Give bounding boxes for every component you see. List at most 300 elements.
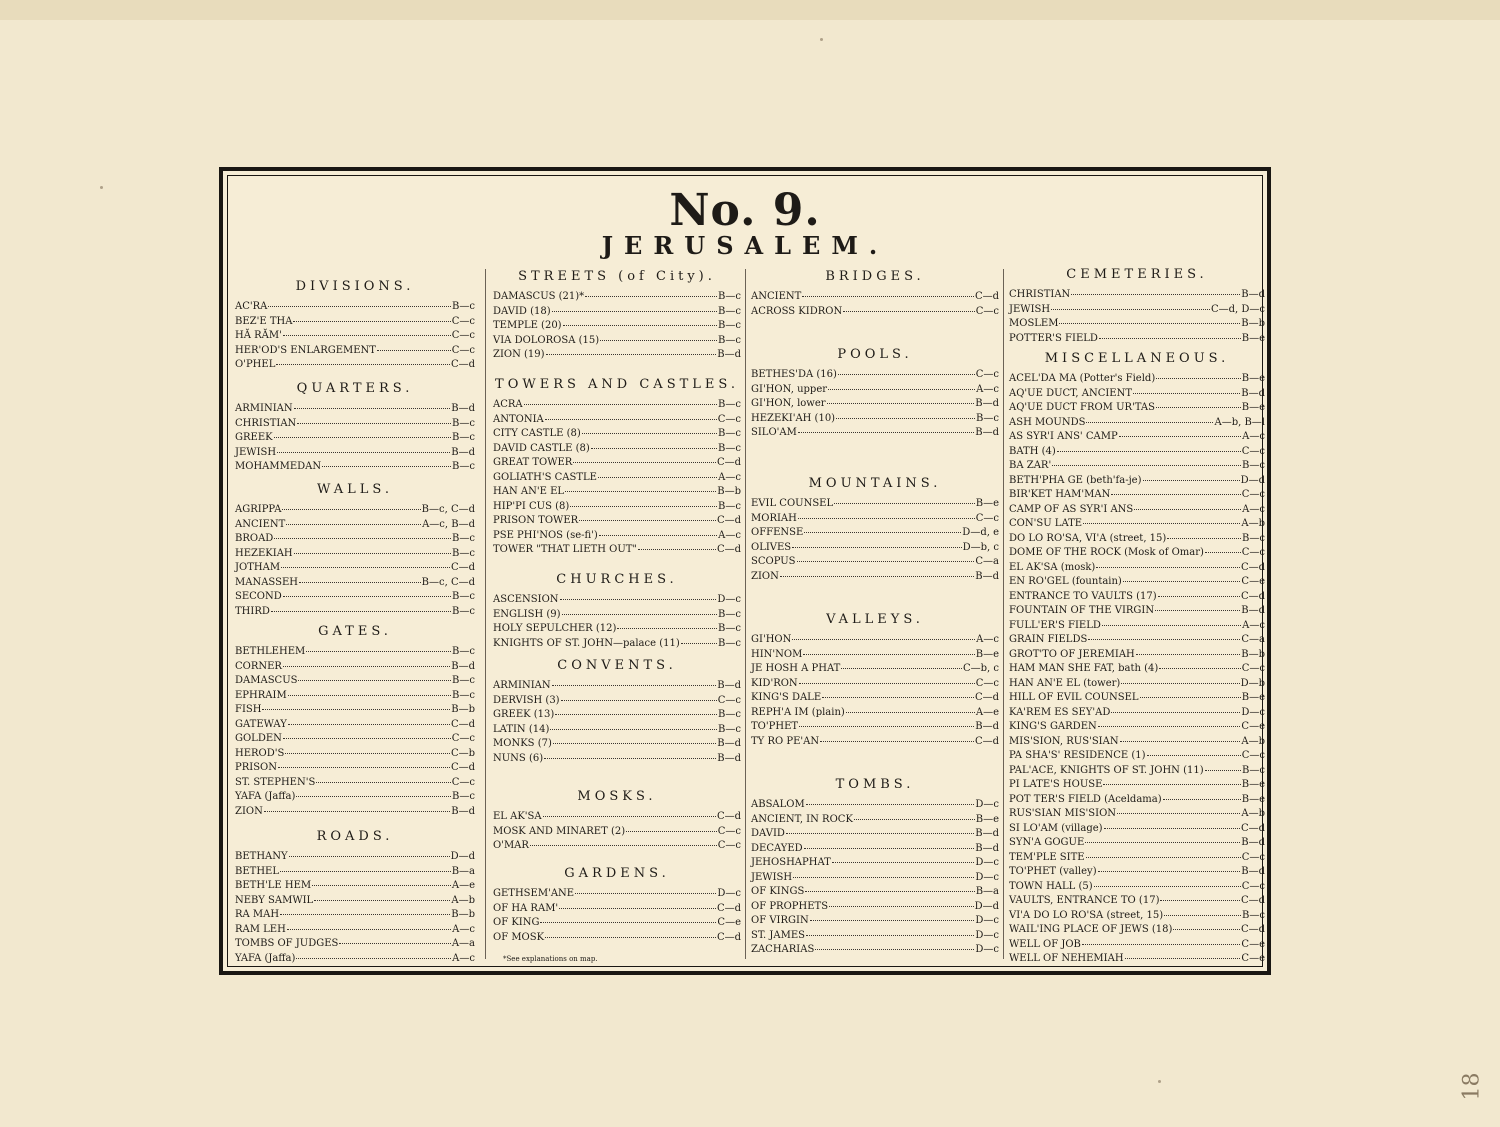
entry-name: SECOND xyxy=(235,591,282,602)
dot-leader xyxy=(1098,870,1241,872)
dot-leader xyxy=(544,757,716,759)
entry-grid-ref: B—c xyxy=(718,334,741,346)
entry-grid-ref: A—c xyxy=(976,383,999,395)
index-entry xyxy=(235,748,475,759)
dot-leader xyxy=(599,534,717,536)
dot-leader xyxy=(565,490,716,492)
entry-grid-ref: D—d xyxy=(450,851,475,862)
entry-grid-ref: B—c xyxy=(452,591,475,602)
index-entry xyxy=(235,519,475,530)
index-frame xyxy=(219,167,1271,975)
entry-name: THIRD xyxy=(235,605,270,617)
entry-grid-ref: C—b xyxy=(450,747,475,759)
dot-leader xyxy=(815,948,974,950)
index-entry xyxy=(1009,576,1265,587)
dot-leader xyxy=(626,830,717,832)
dot-leader xyxy=(579,519,716,521)
index-entry xyxy=(235,719,475,730)
dot-leader xyxy=(299,581,421,583)
entry-name: DAMASCUS xyxy=(235,675,298,686)
entry-grid-ref: A—c xyxy=(976,634,999,645)
entry-grid-ref: C—c xyxy=(717,825,741,837)
entry-grid-ref: B—d xyxy=(975,570,999,582)
dot-leader xyxy=(1104,827,1240,829)
dot-leader xyxy=(283,665,450,667)
dot-leader xyxy=(552,684,717,686)
ink-spot xyxy=(820,38,823,41)
dot-leader xyxy=(846,711,975,713)
entry-grid-ref: B—c xyxy=(718,623,741,634)
entry-name: KNIGHTS OF ST. JOHN—palace (11) xyxy=(493,637,680,649)
entry-name: PRISON TOWER xyxy=(493,515,579,526)
dot-leader xyxy=(560,598,717,600)
dot-leader xyxy=(1121,682,1239,684)
entry-name: DAMASCUS (21)* xyxy=(493,291,585,302)
dot-leader xyxy=(277,451,450,453)
index-entry xyxy=(751,413,999,424)
dot-leader xyxy=(804,847,975,849)
entry-grid-ref: B—c xyxy=(452,646,475,657)
index-entry xyxy=(493,472,741,483)
entry-name: GI'HON, lower xyxy=(751,398,826,409)
entry-grid-ref: C—c xyxy=(975,677,999,689)
dot-leader xyxy=(793,876,974,878)
entry-name: ASCENSION xyxy=(493,594,559,605)
entry-name: OF PROPHETS xyxy=(751,900,829,912)
index-entry xyxy=(1009,504,1265,515)
entry-grid-ref: C—d xyxy=(716,902,741,914)
index-entry xyxy=(1009,547,1265,558)
entry-grid-ref: C—e xyxy=(1241,576,1265,587)
dot-leader xyxy=(798,431,974,433)
entry-grid-ref: B—d xyxy=(975,828,999,839)
entry-name: VAULTS, ENTRANCE TO (17) xyxy=(1009,895,1160,906)
dot-leader xyxy=(841,667,962,669)
entry-name: ACEL'DA MA (Potter's Field) xyxy=(1009,373,1156,384)
entry-name: BETHLEHEM xyxy=(235,646,306,657)
dot-leader xyxy=(281,566,450,568)
dot-leader xyxy=(810,919,975,921)
entry-grid-ref: A—c xyxy=(452,952,475,964)
index-entry xyxy=(235,562,475,573)
index-entry xyxy=(235,316,475,327)
entry-grid-ref: B—c xyxy=(452,675,475,686)
index-entry xyxy=(235,418,475,429)
entry-grid-ref: C—e xyxy=(717,917,741,928)
entry-name: FULL'ER'S FIELD xyxy=(1009,619,1101,631)
entry-grid-ref: C—d xyxy=(1240,924,1265,935)
dot-leader xyxy=(1088,638,1240,640)
section-heading: POOLS. xyxy=(837,347,913,362)
entry-grid-ref: C—c xyxy=(717,413,741,425)
entry-grid-ref: C—d xyxy=(716,457,741,468)
index-entry xyxy=(493,457,741,468)
entry-name: MOHAMMEDAN xyxy=(235,461,322,472)
entry-grid-ref: C—d xyxy=(974,291,999,302)
index-entry xyxy=(235,447,475,458)
entry-name: TO'PHET xyxy=(751,721,799,732)
dot-leader xyxy=(264,810,450,812)
entry-name: PRISON xyxy=(235,762,278,773)
entry-name: BIR'KET HAM'MAN xyxy=(1009,489,1111,500)
entry-grid-ref: B—d xyxy=(717,752,741,764)
index-entry xyxy=(493,530,741,541)
index-entry xyxy=(1009,939,1265,950)
entry-name: CHRISTIAN xyxy=(235,417,297,429)
entry-grid-ref: B—d xyxy=(975,398,999,409)
entry-name: ACROSS KIDRON xyxy=(751,305,843,317)
index-entry xyxy=(1009,318,1265,329)
entry-grid-ref: B—c xyxy=(452,791,475,802)
entry-grid-ref: B—c xyxy=(1242,532,1265,544)
dot-leader xyxy=(314,899,450,901)
entry-name: OF KING xyxy=(493,917,540,928)
dot-leader xyxy=(1098,725,1241,727)
section-heading: QUARTERS. xyxy=(296,381,414,396)
entry-name: YAFA (Jaffa) xyxy=(235,952,296,964)
dot-leader xyxy=(803,653,974,655)
index-entry xyxy=(751,498,999,509)
entry-grid-ref: B—c xyxy=(452,301,475,312)
entry-name: RUS'SIAN MIS'SION xyxy=(1009,808,1117,819)
section-heading: STREETS (of City). xyxy=(518,269,716,284)
column-divider xyxy=(745,269,746,959)
entry-grid-ref: A—e xyxy=(975,706,999,718)
dot-leader xyxy=(1120,740,1241,742)
index-entry xyxy=(1009,910,1265,921)
entry-name: HILL OF EVIL COUNSEL xyxy=(1009,692,1139,703)
index-entry xyxy=(493,501,741,512)
entry-grid-ref: A—b xyxy=(1241,808,1265,819)
dot-leader xyxy=(617,627,717,629)
dot-leader xyxy=(822,696,974,698)
entry-grid-ref: C—c xyxy=(451,776,475,788)
entry-grid-ref: D—c xyxy=(975,929,999,941)
entry-grid-ref: B—c, C—d xyxy=(421,576,475,588)
entry-name: ARMINIAN xyxy=(493,680,551,691)
dot-leader xyxy=(1119,435,1241,437)
dot-leader xyxy=(278,766,450,768)
dot-leader xyxy=(598,476,717,478)
dot-leader xyxy=(836,417,975,419)
entry-name: CON'SU LATE xyxy=(1009,518,1083,529)
dot-leader xyxy=(297,422,451,424)
index-entry xyxy=(493,443,741,454)
entry-grid-ref: B—c xyxy=(718,291,741,302)
index-entry xyxy=(493,903,741,914)
index-entry xyxy=(751,527,999,538)
dot-leader xyxy=(288,723,450,725)
entry-name: SI LO'AM (village) xyxy=(1009,822,1103,834)
entry-name: ACRA xyxy=(493,399,523,410)
index-entry xyxy=(235,432,475,443)
dot-leader xyxy=(546,353,717,355)
index-entry xyxy=(235,895,475,906)
dot-leader xyxy=(805,890,974,892)
entry-name: BETHEL xyxy=(235,865,279,877)
index-entry xyxy=(751,828,999,839)
dot-leader xyxy=(293,320,450,322)
dot-leader xyxy=(832,861,975,863)
entry-grid-ref: B—d xyxy=(717,738,741,749)
entry-grid-ref: B—c xyxy=(718,320,741,331)
dot-leader xyxy=(550,728,717,730)
index-entry xyxy=(751,915,999,926)
index-entry xyxy=(751,571,999,582)
dot-leader xyxy=(1111,493,1240,495)
dot-leader xyxy=(563,324,717,326)
entry-grid-ref: B—d xyxy=(975,721,999,732)
index-entry xyxy=(751,556,999,567)
entry-grid-ref: C—d xyxy=(716,544,741,555)
dot-leader xyxy=(570,505,717,507)
dot-leader xyxy=(806,934,974,936)
entry-name: ENGLISH (9) xyxy=(493,608,561,620)
index-entry xyxy=(493,840,741,851)
index-entry xyxy=(235,403,475,414)
dot-leader xyxy=(1083,522,1240,524)
index-entry xyxy=(235,591,475,602)
index-entry xyxy=(1009,837,1265,848)
index-entry xyxy=(493,609,741,620)
dot-leader xyxy=(283,595,451,597)
entry-name: ABSALOM xyxy=(751,799,805,810)
index-entry xyxy=(235,461,475,472)
entry-grid-ref: C—d xyxy=(1240,822,1265,834)
index-column xyxy=(235,171,475,964)
entry-name: HEROD'S xyxy=(235,747,285,759)
entry-grid-ref: B—d xyxy=(1241,605,1265,616)
entry-name: GOLIATH'S CASTLE xyxy=(493,471,597,483)
entry-grid-ref: D—d xyxy=(1240,474,1265,486)
entry-name: HEZEKI'AH (10) xyxy=(751,412,836,424)
index-entry xyxy=(1009,289,1265,300)
dot-leader xyxy=(804,531,961,533)
dot-leader xyxy=(1156,406,1241,408)
entry-name: MOSK AND MINARET (2) xyxy=(493,825,626,837)
entry-name: DO LO RO'SA, VI'A (street, 15) xyxy=(1009,532,1167,544)
dot-leader xyxy=(296,795,451,797)
entry-name: DAVID CASTLE (8) xyxy=(493,442,590,454)
dot-leader xyxy=(786,832,974,834)
entry-grid-ref: B—c xyxy=(1242,764,1265,776)
entry-grid-ref: B—a xyxy=(975,886,999,897)
index-entry xyxy=(1009,402,1265,413)
index-entry xyxy=(235,345,475,356)
entry-grid-ref: B—c xyxy=(718,637,741,649)
index-entry xyxy=(751,843,999,854)
index-entry xyxy=(751,649,999,660)
dot-leader xyxy=(312,884,451,886)
index-column xyxy=(493,171,741,961)
index-entry xyxy=(751,398,999,409)
section-heading: WALLS. xyxy=(317,482,393,497)
dot-leader xyxy=(1167,537,1241,539)
entry-grid-ref: B—c xyxy=(718,709,741,720)
index-entry xyxy=(751,542,999,553)
entry-grid-ref: B—c xyxy=(1242,909,1265,921)
entry-name: VI'A DO LO RO'SA (street, 15) xyxy=(1009,909,1164,921)
entry-grid-ref: B—c xyxy=(976,412,999,424)
index-entry xyxy=(1009,373,1265,384)
dot-leader xyxy=(799,725,974,727)
index-entry xyxy=(751,814,999,825)
index-entry xyxy=(1009,388,1265,399)
entry-name: OF MOSK xyxy=(493,931,545,943)
dot-leader xyxy=(555,713,717,715)
entry-name: CHRISTIAN xyxy=(1009,289,1071,300)
entry-grid-ref: B—c xyxy=(718,305,741,317)
index-entry xyxy=(1009,333,1265,344)
dot-leader xyxy=(820,740,974,742)
index-entry xyxy=(493,917,741,928)
entry-name: GREEK xyxy=(235,432,273,443)
index-entry xyxy=(751,944,999,955)
index-entry xyxy=(235,924,475,935)
entry-name: EVIL COUNSEL xyxy=(751,498,834,509)
entry-name: NEBY SAMWIL xyxy=(235,894,314,906)
dot-leader xyxy=(854,818,975,820)
dot-leader xyxy=(1133,392,1240,394)
index-entry xyxy=(751,857,999,868)
index-entry xyxy=(1009,591,1265,602)
entry-grid-ref: B—d xyxy=(1241,837,1265,848)
index-entry xyxy=(235,690,475,701)
section-heading: CHURCHES. xyxy=(556,572,678,587)
column-divider xyxy=(1003,269,1004,959)
dot-leader xyxy=(1099,337,1241,339)
dot-leader xyxy=(1140,696,1241,698)
entry-grid-ref: C—c xyxy=(1241,750,1265,761)
index-entry xyxy=(1009,924,1265,935)
footnote: *See explanations on map. xyxy=(503,955,598,963)
entry-grid-ref: C—d xyxy=(1240,895,1265,906)
index-entry xyxy=(493,544,741,555)
entry-name: WAIL'ING PLACE OF JEWS (18) xyxy=(1009,924,1173,935)
index-entry xyxy=(235,301,475,312)
index-entry xyxy=(493,623,741,634)
entry-grid-ref: B—e xyxy=(1241,779,1265,790)
entry-name: ZION xyxy=(235,805,263,817)
dot-leader xyxy=(1163,798,1241,800)
index-entry xyxy=(1009,533,1265,544)
entry-name: MIS'SION, RUS'SIAN xyxy=(1009,735,1119,747)
dot-leader xyxy=(1111,711,1240,713)
entry-name: ASH MOUNDS xyxy=(1009,416,1086,428)
index-entry xyxy=(493,753,741,764)
dot-leader xyxy=(1159,667,1240,669)
section-heading: GARDENS. xyxy=(564,866,670,881)
entry-name: DECAYED xyxy=(751,842,803,854)
entry-grid-ref: C—d xyxy=(450,359,475,370)
dot-leader xyxy=(582,432,717,434)
entry-name: MONKS (7) xyxy=(493,738,552,749)
dot-leader xyxy=(1164,914,1241,916)
entry-grid-ref: A—c xyxy=(452,923,475,935)
dot-leader xyxy=(843,310,975,312)
entry-grid-ref: C—c xyxy=(1241,489,1265,500)
dot-leader xyxy=(524,403,717,405)
entry-grid-ref: C—b, c xyxy=(962,663,999,674)
entry-name: TO'PHET (valley) xyxy=(1009,866,1097,877)
ink-spot xyxy=(100,186,103,189)
dot-leader xyxy=(638,548,716,550)
entry-grid-ref: C—e xyxy=(1241,953,1265,964)
dot-leader xyxy=(1125,957,1241,959)
index-entry xyxy=(493,594,741,605)
index-entry xyxy=(1009,823,1265,834)
section-heading: TOWERS AND CASTLES. xyxy=(495,377,739,392)
index-entry xyxy=(751,721,999,732)
entry-name: BETH'LE HEM xyxy=(235,880,312,891)
entry-name: YAFA (Jaffa) xyxy=(235,791,296,802)
entry-grid-ref: A—c xyxy=(1242,619,1265,631)
dot-leader xyxy=(339,942,450,944)
index-entry xyxy=(235,675,475,686)
entry-grid-ref: B—c xyxy=(718,723,741,735)
entry-grid-ref: B—c xyxy=(718,608,741,620)
dot-leader xyxy=(1143,479,1240,481)
section-heading: MOUNTAINS. xyxy=(808,476,942,491)
entry-grid-ref: C—d xyxy=(974,735,999,747)
entry-name: BETHANY xyxy=(235,851,288,862)
entry-grid-ref: B—e xyxy=(1241,332,1265,344)
index-entry xyxy=(1009,881,1265,892)
index-entry xyxy=(235,791,475,802)
dot-leader xyxy=(1136,653,1240,655)
index-entry xyxy=(493,932,741,943)
index-entry xyxy=(235,866,475,877)
entry-name: RAM LEH xyxy=(235,923,286,935)
dot-leader xyxy=(1085,841,1240,843)
index-entry xyxy=(751,634,999,645)
dot-leader xyxy=(573,461,716,463)
dot-leader xyxy=(276,363,450,365)
entry-grid-ref: B—e xyxy=(975,498,999,509)
dot-leader xyxy=(1086,421,1213,423)
entry-grid-ref: C—d xyxy=(716,811,741,822)
entry-name: EL AK'SA xyxy=(493,811,542,822)
index-entry xyxy=(1009,750,1265,761)
entry-name: GRAIN FIELDS xyxy=(1009,634,1088,645)
entry-grid-ref: C—c xyxy=(1241,663,1265,674)
index-entry xyxy=(751,707,999,718)
entry-grid-ref: A—b xyxy=(1241,735,1265,747)
dot-leader xyxy=(268,305,451,307)
index-entry xyxy=(1009,721,1265,732)
entry-name: GATEWAY xyxy=(235,718,287,730)
section-heading: DIVISIONS. xyxy=(295,279,415,294)
index-entry xyxy=(751,427,999,438)
entry-name: MANASSEH xyxy=(235,576,298,588)
index-entry xyxy=(493,349,741,360)
entry-name: BROAD xyxy=(235,533,274,544)
dot-leader xyxy=(798,517,975,519)
entry-grid-ref: B—c xyxy=(452,417,475,429)
entry-grid-ref: C—c xyxy=(451,733,475,744)
index-entry xyxy=(751,678,999,689)
entry-grid-ref: C—c xyxy=(975,512,999,524)
entry-grid-ref: A—b, B—l xyxy=(1214,416,1265,428)
dot-leader xyxy=(1205,769,1241,771)
ink-spot xyxy=(1158,1080,1161,1083)
index-entry xyxy=(1009,808,1265,819)
entry-grid-ref: B—c xyxy=(718,399,741,410)
dot-leader xyxy=(271,610,451,612)
entry-grid-ref: D—c xyxy=(975,857,999,868)
index-entry xyxy=(493,320,741,331)
entry-name: HOLY SEPULCHER (12) xyxy=(493,623,617,634)
